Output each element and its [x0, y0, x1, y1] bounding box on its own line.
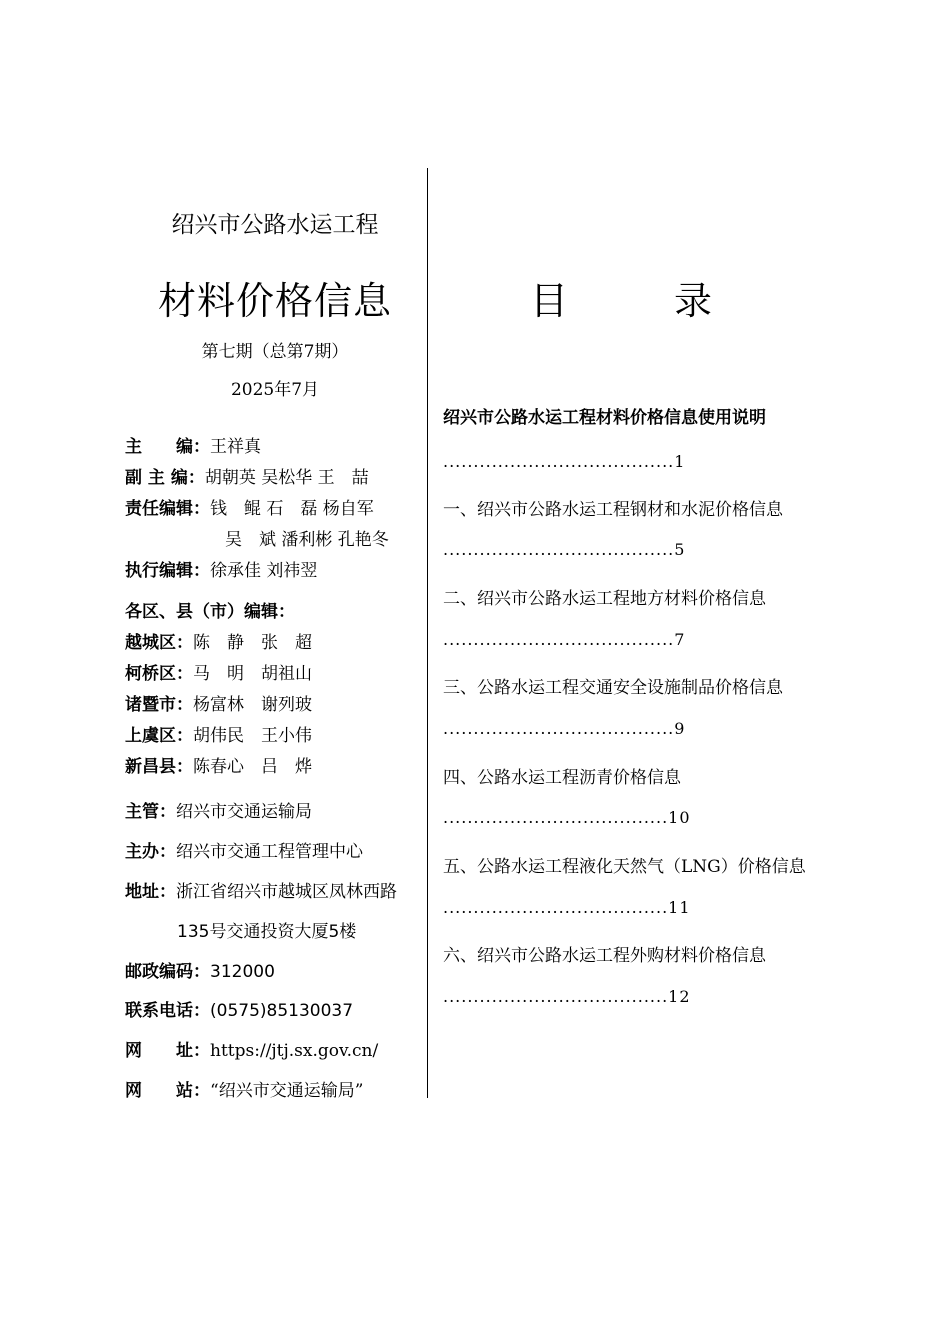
district-label: 新昌县： [125, 757, 193, 777]
toc-leader: .....................................11 [443, 898, 691, 917]
postcode-label: 邮政编码： [125, 962, 210, 982]
district-row [125, 752, 312, 777]
staff-value: 徐承佳 刘祎翌 [210, 561, 318, 581]
district-editors: 马 明 胡祖山 [193, 664, 312, 684]
web-label: 网 址： [125, 1041, 210, 1061]
supervisor-row [125, 797, 312, 822]
cover-title: 材料价格信息 [157, 279, 392, 323]
staff-value: 胡朝英 吴松华 王 喆 [204, 468, 369, 488]
phone-value: (0575)85130037 [210, 1001, 354, 1021]
district-editors: 胡伟民 王小伟 [193, 726, 312, 746]
staff-row [125, 463, 369, 488]
postcode-value: 312000 [210, 962, 275, 982]
column-divider [427, 168, 428, 1098]
cover-subtitle: 绍兴市公路水运工程 [171, 212, 379, 238]
district-label: 越城区： [125, 633, 193, 653]
staff-value: 钱 鲲 石 磊 杨自军 [210, 499, 374, 519]
host-row [125, 837, 363, 862]
district-row [125, 690, 312, 715]
staff-label: 执行编辑： [125, 561, 210, 581]
postcode-row [125, 957, 275, 982]
site-value: “绍兴市交通运输局” [210, 1081, 364, 1101]
district-row [125, 721, 312, 746]
supervisor-value: 绍兴市交通运输局 [176, 802, 312, 822]
staff-row [125, 432, 261, 457]
toc-leader: .....................................12 [443, 987, 691, 1006]
toc-item-1[interactable]: 一、绍兴市公路水运工程钢材和水泥价格信息 [443, 500, 783, 520]
address-row [125, 877, 397, 902]
district-row [125, 628, 312, 653]
supervisor-label: 主管： [125, 802, 176, 822]
phone-label: 联系电话： [125, 1001, 210, 1021]
toc-item-3[interactable]: 三、公路水运工程交通安全设施制品价格信息 [443, 678, 783, 698]
toc-leader: .....................................10 [443, 808, 691, 827]
district-label: 上虞区： [125, 726, 193, 746]
phone-row [125, 996, 353, 1021]
web-row [125, 1036, 378, 1061]
toc-leader: ......................................9 [443, 719, 686, 738]
toc-item-4[interactable]: 四、公路水运工程沥青价格信息 [443, 768, 681, 788]
toc-item-5[interactable]: 五、公路水运工程液化天然气（LNG）价格信息 [443, 857, 806, 877]
toc-leader: ......................................1 [443, 452, 686, 471]
address-line-2: 135号交通投资大厦5楼 [177, 922, 357, 942]
address-line-1: 浙江省绍兴市越城区凤林西路 [176, 882, 397, 902]
district-label: 柯桥区： [125, 664, 193, 684]
staff-value: 王祥真 [210, 437, 261, 457]
district-editors: 陈春心 吕 烨 [193, 757, 312, 777]
toc-item-2[interactable]: 二、绍兴市公路水运工程地方材料价格信息 [443, 589, 766, 609]
staff-label: 主 编： [125, 437, 210, 457]
staff-row [125, 494, 374, 519]
toc-leader: ......................................5 [443, 540, 686, 559]
host-value: 绍兴市交通工程管理中心 [176, 842, 363, 862]
district-label: 诸暨市： [125, 695, 193, 715]
district-row [125, 659, 312, 684]
staff-row [125, 556, 317, 581]
toc-item-intro[interactable]: 绍兴市公路水运工程材料价格信息使用说明 [443, 408, 766, 428]
site-row [125, 1076, 363, 1101]
issue-number: 第七期（总第7期） [201, 342, 349, 362]
staff-label: 副 主 编： [125, 468, 205, 488]
staff-row [225, 525, 389, 550]
site-label: 网 站： [125, 1081, 210, 1101]
address-label: 地址： [125, 882, 176, 902]
toc-leader: ......................................7 [443, 630, 686, 649]
districts-heading: 各区、县（市）编辑： [125, 602, 295, 622]
toc-item-6[interactable]: 六、绍兴市公路水运工程外购材料价格信息 [443, 946, 766, 966]
staff-label: 责任编辑： [125, 499, 210, 519]
staff-value: 吴 斌 潘利彬 孔艳冬 [225, 530, 389, 550]
web-link[interactable]: https://jtj.sx.gov.cn/ [210, 1041, 379, 1061]
district-editors: 杨富林 谢列玻 [193, 695, 312, 715]
district-editors: 陈 静 张 超 [193, 633, 312, 653]
toc-title: 目 录 [529, 279, 746, 323]
host-label: 主办： [125, 842, 176, 862]
issue-date: 2025年7月 [230, 380, 320, 400]
